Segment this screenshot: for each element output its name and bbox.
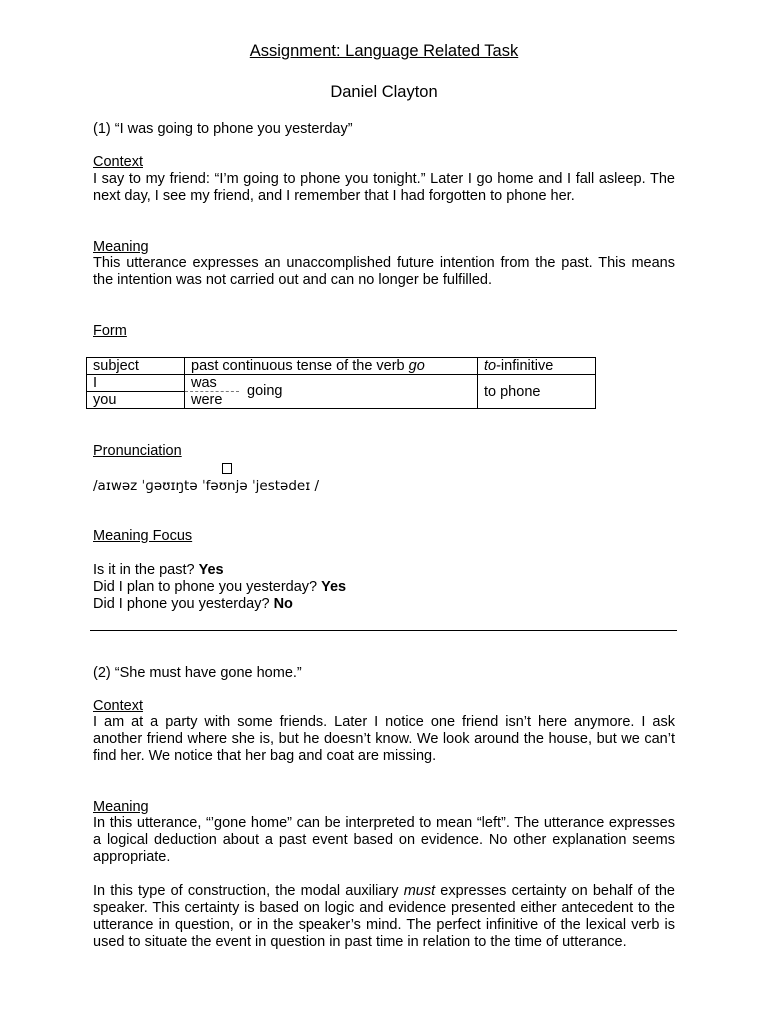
form-subject-cell xyxy=(87,375,185,409)
item2-heading: (2) “She must have gone home.” xyxy=(93,665,302,681)
form-aux-were: were xyxy=(191,392,223,408)
item2-context-label: Context xyxy=(93,698,143,714)
document-title: Assignment: Language Related Task xyxy=(249,42,519,60)
concept-question-3-text: Did I phone you yesterday? xyxy=(93,596,274,612)
form-aux-was: was xyxy=(185,375,239,392)
item1-pronunciation-label: Pronunciation xyxy=(93,443,182,459)
form-going: going xyxy=(247,383,283,399)
form-subject-you: you xyxy=(93,392,117,408)
item2-explanation-text-2: expresses certainty on behalf of the speaker. This certainty is based on logic and evidence presented either antecedent to the utterance in question, or in the speaker’s mind. The perfect infinitive of the lexical verb is used to situate the event in question in past time in relation to the time of utterance. xyxy=(93,883,675,950)
form-header-to: to xyxy=(484,358,497,374)
item2-meaning-label: Meaning xyxy=(93,799,149,815)
item1-meaning-label: Meaning xyxy=(93,239,149,255)
concept-question-3 xyxy=(93,596,293,613)
form-header-verb-go: go xyxy=(408,358,425,374)
concept-answer-3: No xyxy=(273,596,293,612)
form-verb-cell xyxy=(185,375,478,409)
section-divider xyxy=(90,630,677,631)
item1-form-label: Form xyxy=(93,323,127,339)
concept-answer-2: Yes xyxy=(321,579,347,595)
form-header-subject: subject xyxy=(87,358,185,375)
item1-heading: (1) “I was going to phone you yesterday” xyxy=(93,121,353,137)
author-name: Daniel Clayton xyxy=(330,83,438,101)
item1-pronunciation-text: /aɪwəz ˈɡəʊɪŋtə ˈfəʊnjə ˈjestədeɪ / xyxy=(93,478,320,494)
item2-explanation-paragraph xyxy=(93,883,675,951)
item1-meaning-text: This utterance expresses an unaccomplished future intention from the past. This means the intention was not carried out and can no longer be fulfilled. xyxy=(93,255,675,288)
concept-answer-1: Yes xyxy=(198,562,224,578)
form-header-infinitive xyxy=(478,358,596,375)
stress-marker-icon xyxy=(222,463,232,474)
item1-meaning-focus-label: Meaning Focus xyxy=(93,528,193,544)
concept-question-2 xyxy=(93,579,346,596)
item2-context-text: I am at a party with some friends. Later I notice one friend isn’t here anymore. I ask another friend where she is, but he doesn’t know. We look around the house, but we can’t find her. We notice that her bag and coat are missing. xyxy=(93,714,675,764)
form-header-infinitive-text: -infinitive xyxy=(496,358,554,374)
form-table-row xyxy=(87,375,596,409)
form-subject-i: I xyxy=(87,375,184,392)
item2-explanation-text-1: In this type of construction, the modal auxiliary xyxy=(93,883,404,899)
item2-explanation-must: must xyxy=(403,883,436,899)
concept-question-1-text: Is it in the past? xyxy=(93,562,199,578)
form-table-header-row xyxy=(87,358,596,375)
concept-question-2-text: Did I plan to phone you yesterday? xyxy=(93,579,322,595)
form-header-verb-text: past continuous tense of the verb xyxy=(191,358,409,374)
form-infinitive-cell: to phone xyxy=(478,375,596,409)
item1-context-label: Context xyxy=(93,154,143,170)
form-header-verb xyxy=(185,358,478,375)
item2-meaning-text: In this utterance, “’gone home” can be interpreted to mean “left”. The utterance expresses a logical deduction about a past event based on evidence. No other explanation seems appropriate. xyxy=(93,815,675,865)
form-table xyxy=(86,357,596,409)
item1-context-text: I say to my friend: “I’m going to phone you tonight.” Later I go home and I fall asleep. The next day, I see my friend, and I remember that I had forgotten to phone her. xyxy=(93,171,675,204)
concept-question-1 xyxy=(93,562,224,579)
